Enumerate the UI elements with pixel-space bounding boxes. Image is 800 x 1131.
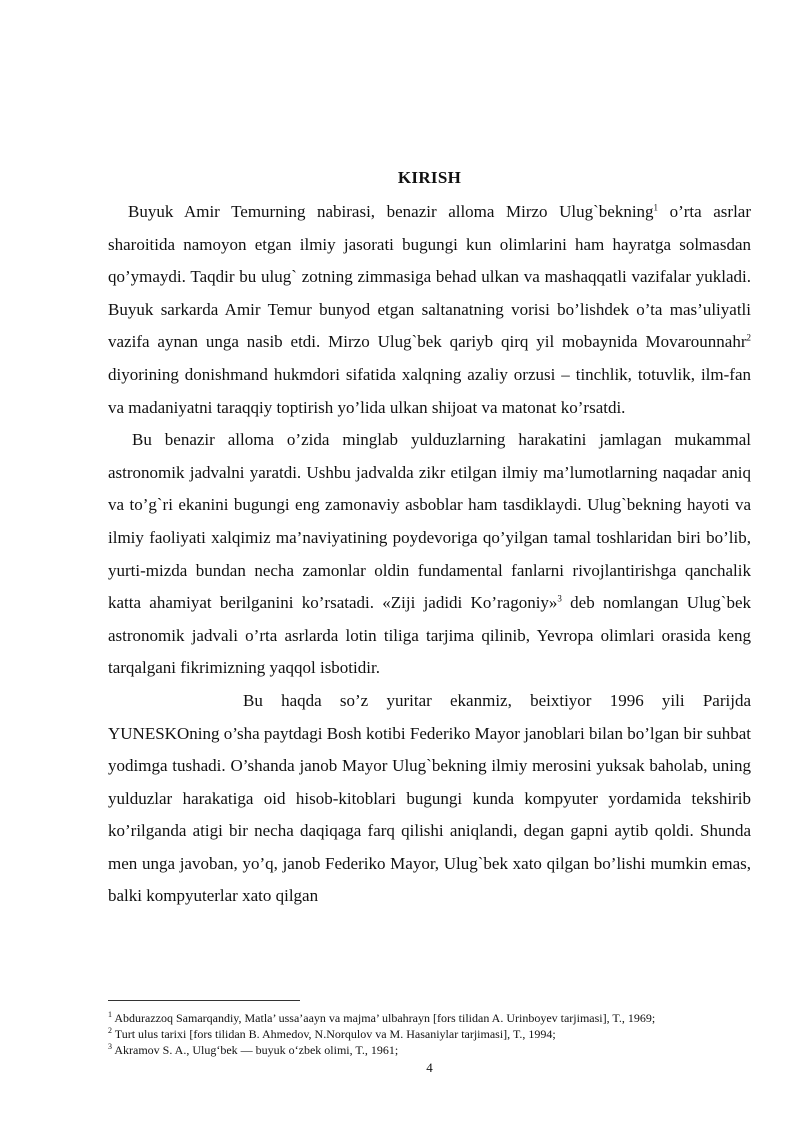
section-title: KIRISH: [397, 168, 462, 187]
footnote-divider: [108, 1000, 300, 1001]
footnote-ref-2[interactable]: 2: [746, 332, 751, 343]
document-page: [108, 0, 751, 1131]
footnote-3: [108, 1042, 751, 1058]
paragraph-1-part-c: diyorining donishmand hukmdori sifatida xalqning azaliy orzusi – tinchlik, totuvlik, ilm-fan va madaniyatni taraqqiy toptirish yo’lida ulkan shijoat va matonat ko’rsatdi.: [108, 364, 751, 417]
paragraph-2-part-b: deb nomlangan Ulug`bek astronomik jadvali o’rta asrlarda lotin tiliga tarjima qilinib, Yevropa olimlari orasida keng tarqalgani fikrimizning yaqqol isbotidir.: [108, 593, 751, 678]
footnote-number-3: 3: [108, 1042, 112, 1051]
paragraph-3: Bu haqda so’z yuritar ekanmiz, beixtiyor 1996 yili Parijda YUNESKOning o’sha paytdagi Bosh kotibi Federiko Mayor janoblari bilan bo’lgan bir suhbat yodimga tushadi. O’shanda janob Mayor Ulug`bekning ilmiy merosini yuksak baholab, uning yulduzlar harakatiga oid hisob-kitoblari bugungi kunda kompyuter yordamida tekshirib ko’rilganda atigi bir necha daqiqaga farq qilishi aniqlandi, degan gapni aytib qoldi. Shunda men unga javoban, yo’q, janob Federiko Mayor, Ulug`bek xato qilgan bo’lishi mumkin emas, balki kompyuterlar xato qilgan: [108, 690, 751, 906]
paragraph-2: [108, 424, 751, 685]
footnotes: [108, 1010, 751, 1058]
footnote-2: [108, 1026, 751, 1042]
body-text: [108, 196, 751, 913]
page-number: 4: [426, 1060, 433, 1075]
footnote-number-2: 2: [108, 1026, 112, 1035]
footnote-ref-1[interactable]: 1: [653, 202, 659, 213]
footnote-text-3: Akramov S. A., Ulug‘bek — buyuk o‘zbek olimi, T., 1961;: [112, 1043, 399, 1057]
paragraph-1-part-a: Buyuk Amir Temurning nabirasi, benazir alloma Mirzo Ulug`bekning: [128, 202, 654, 221]
footnote-ref-3[interactable]: 3: [557, 593, 562, 604]
paragraph-1-part-b: o’rta asrlar sharoitida namoyon etgan ilmiy jasorati bugungi kun olimlarini ham hayratga solmasdan qo’ymaydi. Taqdir bu ulug` zotning zimmasiga behad ulkan va mashaqqatli vazifalar yukladi. Buyuk sarkarda Amir Temur bunyod etgan saltanatning vorisi bo’lishdek o’ta mas’uliyatli vazifa aynan unga nasib etdi. Mirzo Ulug`bek qariyb qirq yil mobaynida Movarounnahr: [108, 202, 752, 352]
footnote-1: [108, 1010, 751, 1026]
footnote-text-2: Turt ulus tarixi [fors tilidan B. Ahmedov, N.Norqulov va M. Hasaniylar tarjimasi], T., 1994;: [112, 1027, 556, 1041]
footnote-number-1: 1: [108, 1010, 112, 1019]
paragraph-1: [108, 196, 751, 424]
footnote-text-1: Abdurazzoq Samarqandiy, Matla’ ussa’aayn va majma’ ulbahrayn [fors tilidan A. Urinboyev tarjimasi], T., 1969;: [112, 1011, 656, 1025]
paragraph-2-part-a: Bu benazir alloma o’zida minglab yulduzlarning harakatini jamlagan mukammal astronomik jadvalni yaratdi. Ushbu jadvalda zikr etilgan ilmiy ma’lumotlarning naqadar aniq va to’g`ri ekanini bugungi eng zamonaviy asboblar ham tasdiklaydi. Ulug`bekning hayoti va ilmiy faoliyati xalqimiz ma’naviyatining poydevoriga qo’yilgan tamal toshlaridan biri bo’lib, yurti-mizda bundan necha zamonlar oldin fundamental fanlarni rivojlantirishga qanchalik katta ahamiyat berilganini ko’rsatadi. «Ziji jadidi Ko’ragoniy»: [108, 430, 751, 613]
